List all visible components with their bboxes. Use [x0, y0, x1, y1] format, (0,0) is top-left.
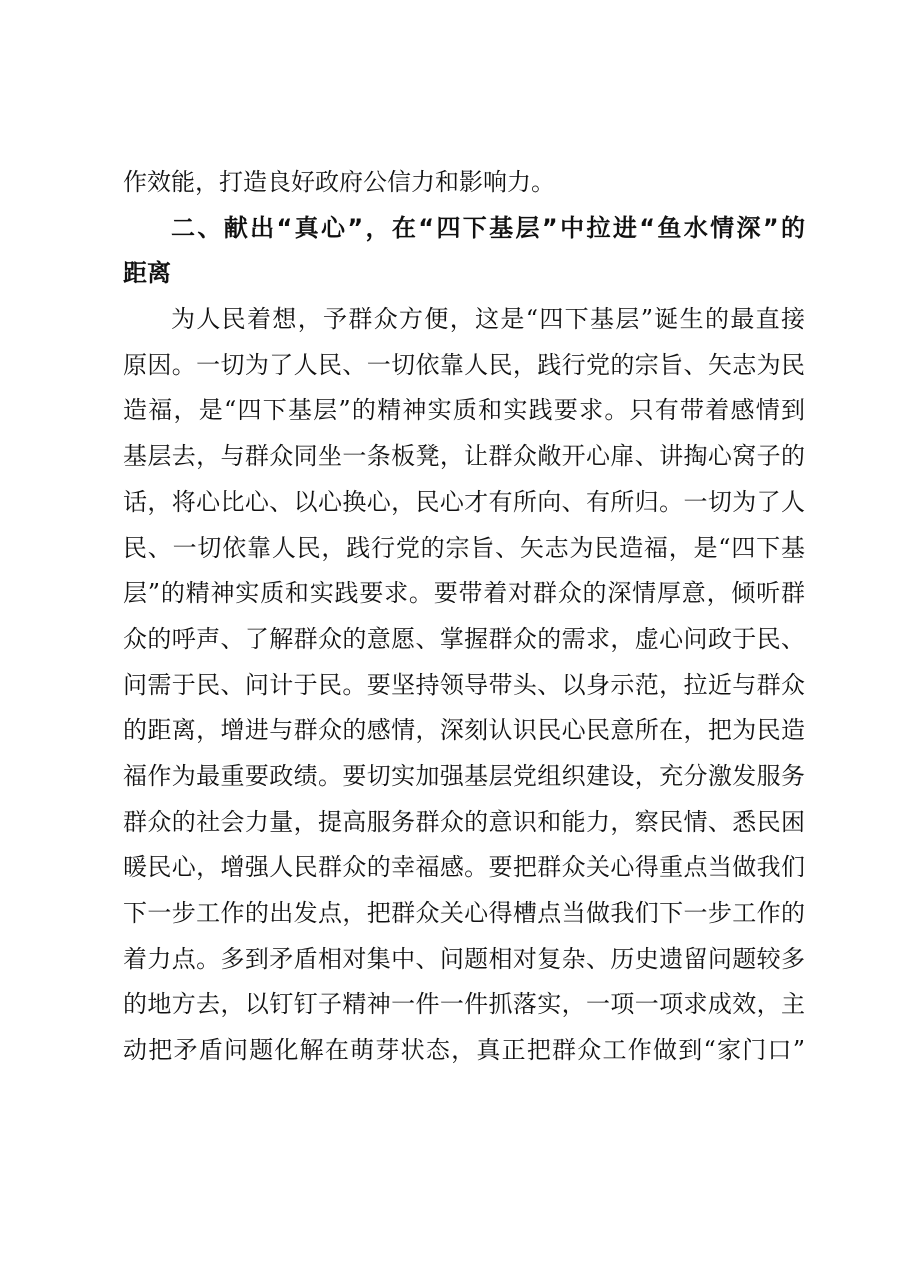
paragraph-line: 问需于民、问计于民。要坚持领导带头、以身示范，拉近与群众: [123, 670, 805, 699]
paragraph-line: 群众的社会力量，提高服务群众的意识和能力，察民情、悉民困: [123, 807, 805, 836]
paragraph-line: 着力点。多到矛盾相对集中、问题相对复杂、历史遗留问题较多: [123, 944, 805, 973]
paragraph-line: 动把矛盾问题化解在萌芽状态，真正把群众工作做到“家门口”: [123, 1036, 805, 1065]
section-heading-line: 二、献出“真心”，在“四下基层”中拉进“鱼水情深”的: [171, 213, 805, 242]
section-heading-line: 距离: [123, 259, 171, 288]
paragraph-line: 为人民着想，予群众方便，这是“四下基层”诞生的最直接: [171, 305, 805, 334]
paragraph-line: 作效能，打造良好政府公信力和影响力。: [123, 168, 555, 196]
paragraph-line: 暖民心，增强人民群众的幸福感。要把群众关心得重点当做我们: [123, 853, 805, 882]
paragraph-line: 层”的精神实质和实践要求。要带着对群众的深情厚意，倾听群: [123, 579, 805, 608]
paragraph-line: 的地方去，以钉钉子精神一件一件抓落实，一项一项求成效，主: [123, 990, 805, 1019]
paragraph-line: 众的呼声、了解群众的意愿、掌握群众的需求，虚心问政于民、: [123, 624, 805, 653]
paragraph-line: 民、一切依靠人民，践行党的宗旨、矢志为民造福，是“四下基: [123, 533, 805, 562]
paragraph-line: 福作为最重要政绩。要切实加强基层党组织建设，充分激发服务: [123, 761, 805, 790]
paragraph-line: 下一步工作的出发点，把群众关心得槽点当做我们下一步工作的: [123, 899, 805, 927]
document-body: [123, 160, 805, 1074]
paragraph-line: 造福，是“四下基层”的精神实质和实践要求。只有带着感情到: [123, 396, 805, 425]
paragraph-line: 话，将心比心、以心换心，民心才有所向、有所归。一切为了人: [123, 487, 805, 516]
paragraph-line: 的距离，增进与群众的感情，深刻认识民心民意所在，把为民造: [123, 716, 805, 745]
paragraph-line: 原因。一切为了人民、一切依靠人民，践行党的宗旨、矢志为民: [123, 350, 805, 379]
paragraph-line: 基层去，与群众同坐一条板凳，让群众敞开心扉、讲掏心窝子的: [123, 442, 805, 471]
